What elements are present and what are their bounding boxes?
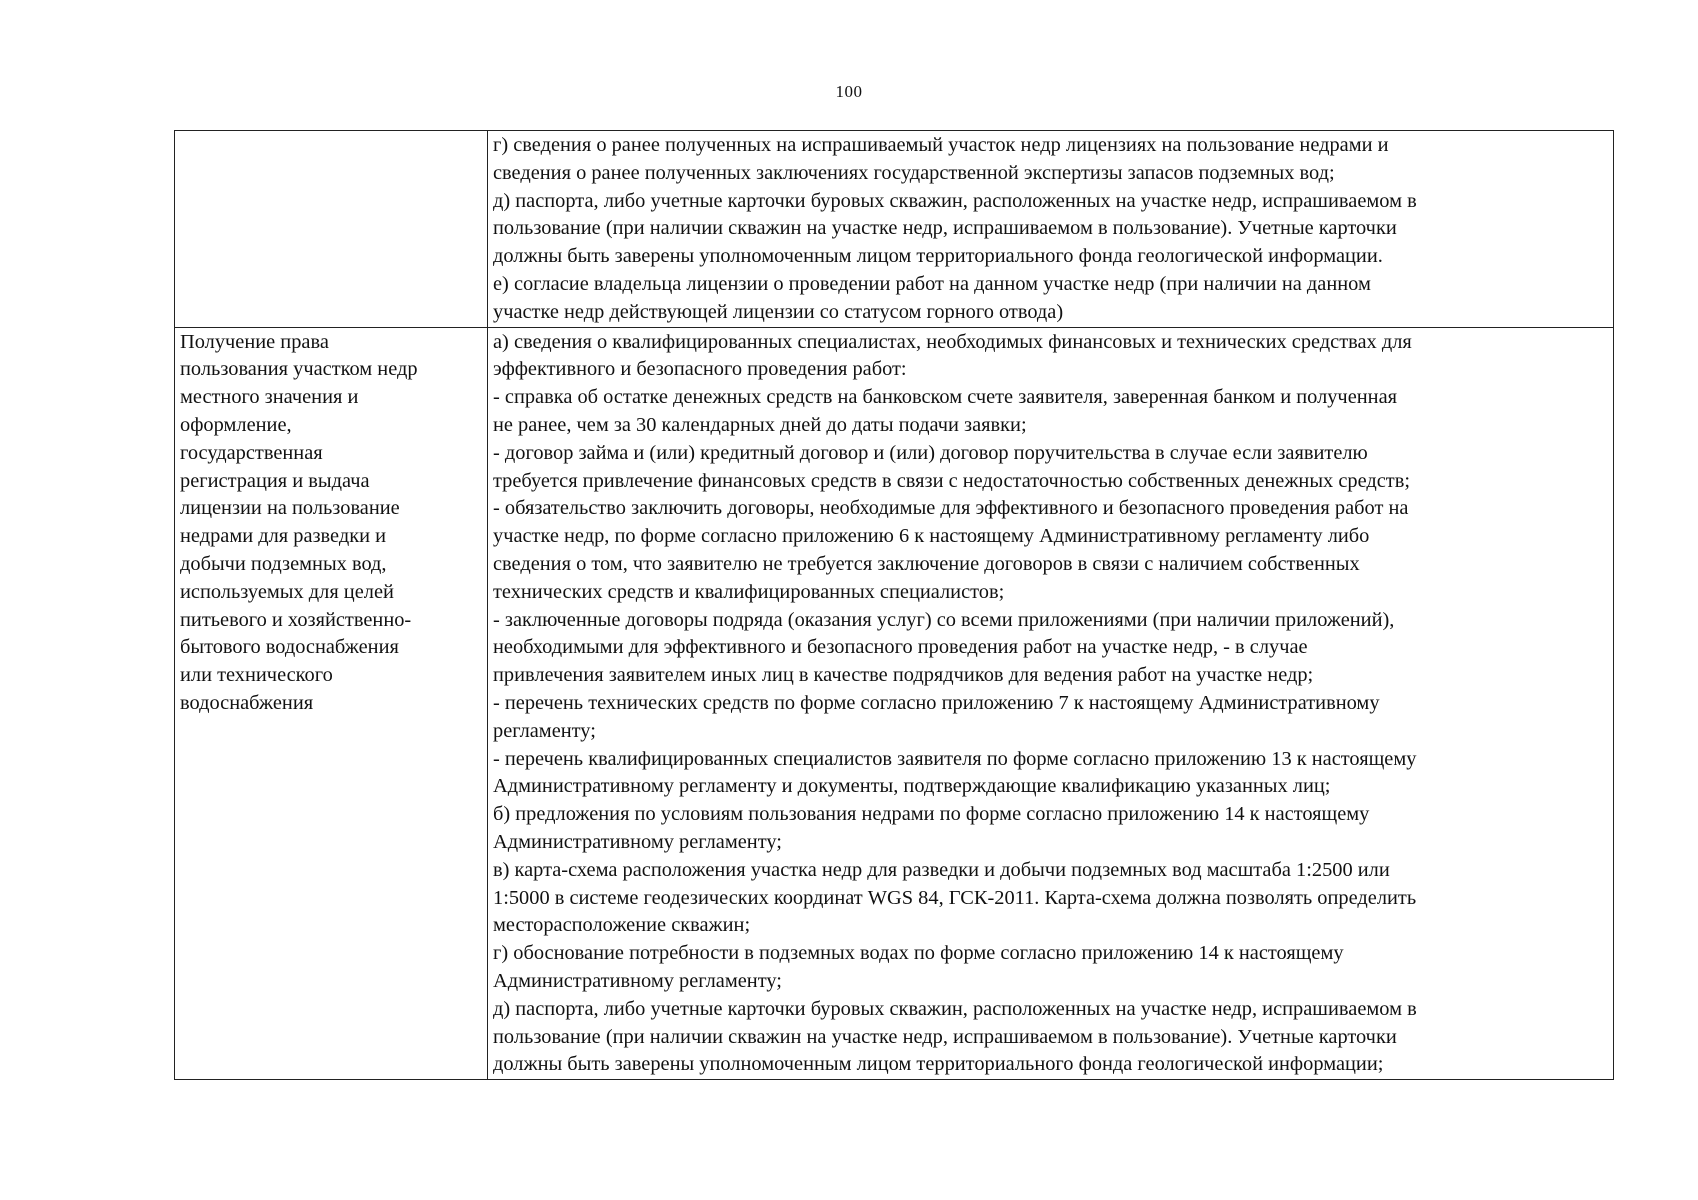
requirement-text-line: не ранее, чем за 30 календарных дней до даты подачи заявки;: [493, 413, 1027, 436]
requirements-table: [174, 130, 1614, 1080]
procedure-text-line: пользования участком недр: [180, 358, 418, 381]
requirement-text-line: сведения о том, что заявителю не требуется заключение договоров в связи с наличием собственных: [493, 552, 1360, 575]
procedure-cell: [175, 327, 488, 1080]
requirement-text-line: Административному регламенту;: [493, 830, 782, 853]
page-number: 100: [835, 82, 863, 101]
requirement-text-line: регламенту;: [493, 719, 596, 742]
procedure-text-line: бытового водоснабжения: [180, 636, 399, 659]
requirement-text-line: - перечень квалифицированных специалистов заявителя по форме согласно приложению 13 к настоящему: [493, 747, 1417, 770]
table-body: [175, 131, 1614, 1080]
procedure-text-line: оформление,: [180, 413, 292, 436]
requirement-text-line: должны быть заверены уполномоченным лицом территориального фонда геологической информации;: [493, 1053, 1384, 1076]
requirement-text-line: месторасположение скважин;: [493, 914, 751, 937]
procedure-text-line: государственная: [180, 441, 323, 464]
requirement-text-line: г) сведения о ранее полученных на испрашиваемый участок недр лицензиях на пользование недрами и: [493, 134, 1389, 156]
requirement-text-line: сведения о ранее полученных заключениях государственной экспертизы запасов подземных вод;: [493, 161, 1335, 184]
requirement-text-line: е) согласие владельца лицензии о проведении работ на данном участке недр (при наличии на данном: [493, 272, 1371, 295]
requirement-text-line: - заключенные договоры подряда (оказания услуг) со всеми приложениями (при наличии приложений),: [493, 608, 1395, 631]
table-row: [175, 131, 1614, 328]
procedure-text-line: используемых для целей: [180, 580, 394, 603]
procedure-text-line: добычи подземных вод,: [180, 552, 387, 575]
requirement-text-line: в) карта-схема расположения участка недр для разведки и добычи подземных вод масштаба 1:2500 или: [493, 858, 1390, 881]
procedure-text-line: питьевого и хозяйственно-: [180, 608, 412, 631]
requirement-text-line: г) обоснование потребности в подземных водах по форме согласно приложению 14 к настоящему: [493, 942, 1344, 965]
requirement-text-line: б) предложения по условиям пользования недрами по форме согласно приложению 14 к настоящему: [493, 803, 1370, 826]
procedure-cell: [175, 131, 488, 328]
requirement-text-line: д) паспорта, либо учетные карточки буровых скважин, расположенных на участке недр, испрашиваемом в: [493, 189, 1417, 212]
requirement-text-line: Административному регламенту;: [493, 969, 782, 992]
requirement-text-line: - договор займа и (или) кредитный договор и (или) договор поручительства в случае если заявителю: [493, 441, 1368, 464]
procedure-text-line: регистрация и выдача: [180, 469, 370, 492]
requirement-text-line: пользование (при наличии скважин на участке недр, испрашиваемом в пользование). Учетные карточки: [493, 217, 1397, 240]
table-row: [175, 327, 1614, 1080]
procedure-text-line: лицензии на пользование: [180, 497, 400, 520]
requirement-text-line: должны быть заверены уполномоченным лицом территориального фонда геологической информации.: [493, 245, 1383, 268]
requirement-text-line: а) сведения о квалифицированных специалистах, необходимых финансовых и технических средствах для: [493, 330, 1412, 353]
procedure-text-line: местного значения и: [180, 386, 359, 409]
requirement-text-line: участке недр действующей лицензии со статусом горного отвода): [493, 300, 1064, 323]
requirement-text-line: привлечения заявителем иных лиц в качестве подрядчиков для ведения работ на участке недр;: [493, 664, 1314, 687]
requirement-text-line: технических средств и квалифицированных специалистов;: [493, 580, 1005, 603]
procedure-text-line: Получение права: [180, 330, 329, 353]
requirement-text-line: д) паспорта, либо учетные карточки буровых скважин, расположенных на участке недр, испрашиваемом в: [493, 997, 1417, 1020]
requirement-text-line: - обязательство заключить договоры, необходимые для эффективного и безопасного проведения работ на: [493, 497, 1409, 520]
documents-cell: [488, 327, 1614, 1080]
documents-cell: [488, 131, 1614, 328]
requirement-text-line: участке недр, по форме согласно приложению 6 к настоящему Административному регламенту либо: [493, 525, 1370, 548]
procedure-text-line: водоснабжения: [180, 691, 314, 714]
requirement-text-line: требуется привлечение финансовых средств в связи с недостаточностью собственных денежных средств;: [493, 469, 1410, 492]
requirement-text-line: - перечень технических средств по форме согласно приложению 7 к настоящему Административному: [493, 691, 1380, 714]
requirement-text-line: необходимыми для эффективного и безопасного проведения работ на участке недр, - в случае: [493, 636, 1308, 659]
requirement-text-line: - справка об остатке денежных средств на банковском счете заявителя, заверенная банком и полученная: [493, 386, 1397, 409]
procedure-text-line: или технического: [180, 664, 333, 687]
requirement-text-line: эффективного и безопасного проведения работ:: [493, 358, 907, 381]
requirement-text-line: пользование (при наличии скважин на участке недр, испрашиваемом в пользование). Учетные карточки: [493, 1025, 1397, 1048]
procedure-text-line: недрами для разведки и: [180, 525, 387, 548]
requirement-text-line: Административному регламенту и документы, подтверждающие квалификацию указанных лиц;: [493, 775, 1331, 798]
requirement-text-line: 1:5000 в системе геодезических координат WGS 84, ГСК-2011. Карта-схема должна позволять определить: [493, 886, 1417, 909]
